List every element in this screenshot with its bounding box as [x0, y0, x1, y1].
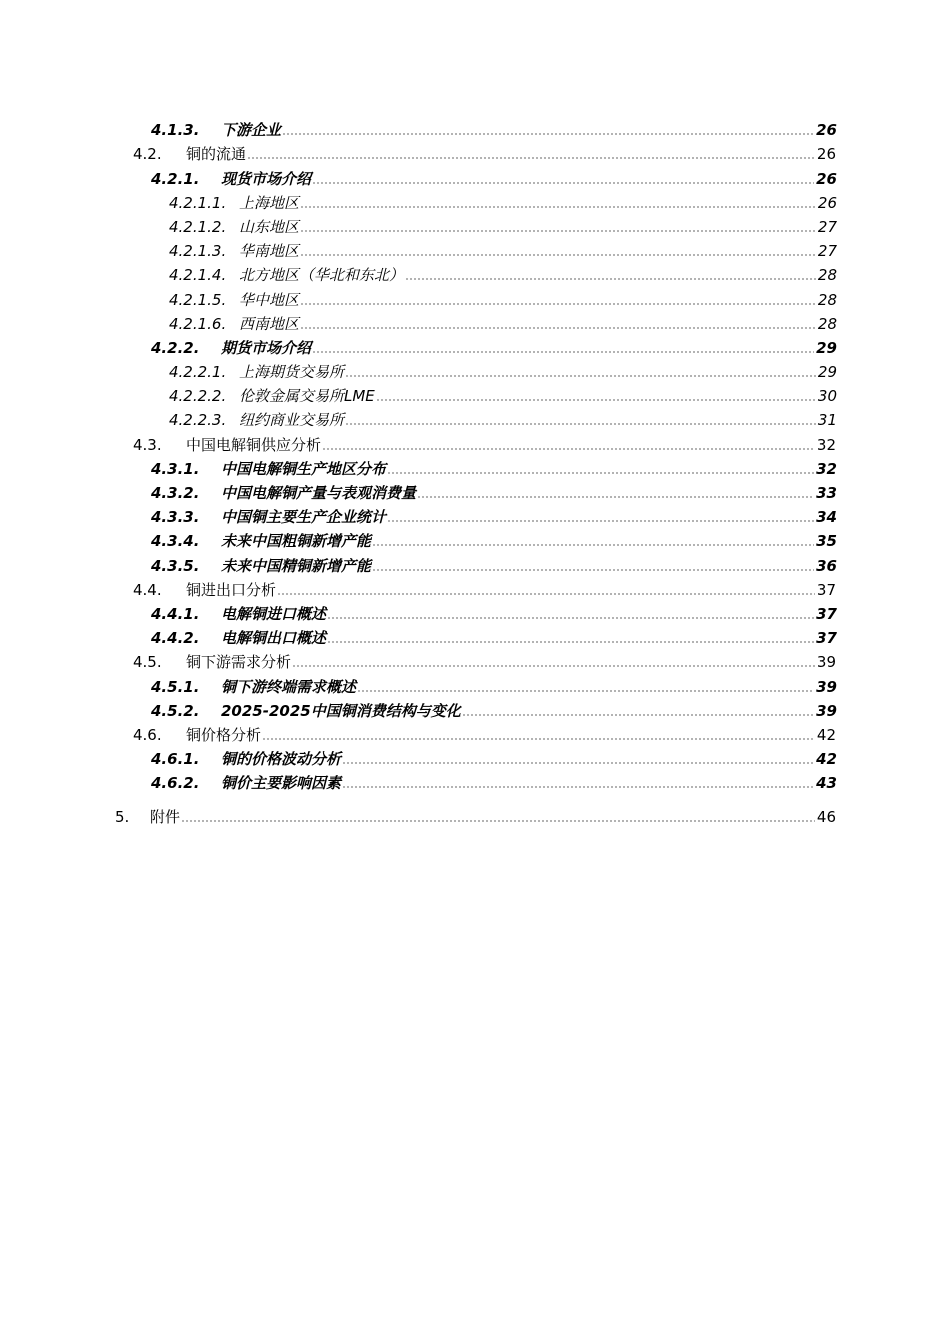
toc-entry-title: 铜价主要影响因素 [221, 774, 342, 793]
toc-entry-page-number: 26 [816, 145, 836, 164]
toc-entry-page-number: 42 [816, 725, 836, 744]
toc-entry-title: 中国电解铜供应分析 [186, 435, 322, 454]
toc-entry-number: 4.2.1.2. [169, 217, 227, 236]
toc-entry-page-number: 26 [816, 169, 837, 188]
toc-entry-number: 4.6. [133, 725, 162, 744]
toc-leader-dots [342, 786, 814, 788]
toc-entry-page-number: 37 [816, 629, 837, 648]
toc-entry-page-number: 28 [817, 314, 837, 333]
toc-entry-page-number: 29 [817, 363, 837, 382]
toc-entry-page-number: 32 [816, 435, 836, 454]
toc-entry-number: 4.3.5. [151, 556, 200, 575]
toc-entry-title: 伦敦金属交易所LME [239, 387, 375, 406]
toc-entry-page-number: 29 [816, 338, 837, 357]
toc-entry-number: 5. [115, 808, 130, 827]
toc-entry[interactable] [0, 768, 837, 792]
toc-entry-number: 4.4. [133, 580, 162, 599]
toc-entry-page-number: 33 [816, 484, 837, 502]
toc-entry-number: 4.2.1.6. [169, 314, 227, 333]
toc-entry-page-number: 28 [817, 290, 837, 309]
toc-entry-number: 4.6.1. [151, 750, 200, 769]
toc-entry-number: 4.5.1. [151, 677, 200, 696]
toc-leader-dots [376, 399, 816, 401]
toc-entry-title: 附件 [150, 808, 181, 827]
toc-entry-number: 4.3.1. [151, 459, 200, 478]
toc-entry-page-number: 27 [817, 217, 837, 236]
toc-entry-title: 上海地区 [239, 193, 300, 212]
toc-leader-dots [327, 641, 814, 643]
toc-entry[interactable] [0, 526, 837, 550]
toc-entry-number: 4.2.1.4. [169, 266, 227, 285]
toc-entry[interactable] [0, 429, 836, 453]
toc-entry-number: 4.3.3. [151, 508, 200, 527]
toc-leader-dots [312, 182, 814, 184]
toc-entry-title: 山东地区 [239, 217, 300, 236]
toc-leader-dots [387, 520, 814, 522]
toc-entry-title: 西南地区 [239, 314, 300, 333]
toc-entry-page-number: 32 [816, 459, 837, 478]
toc-leader-dots [277, 593, 815, 595]
toc-leader-dots [372, 569, 814, 571]
toc-entry[interactable] [0, 309, 837, 333]
toc-entry-title: 电解铜出口概述 [221, 629, 327, 648]
toc-entry-title: 2025-2025中国铜消费结构与变化 [221, 701, 461, 720]
toc-entry-number: 4.2.1.3. [169, 242, 227, 261]
toc-entry-page-number: 31 [817, 411, 837, 430]
toc-entry[interactable] [0, 623, 837, 647]
toc-entry[interactable] [0, 744, 837, 768]
toc-leader-dots [282, 133, 814, 135]
toc-entry-page-number: 28 [817, 266, 837, 285]
toc-entry-number: 4.2.2. [151, 338, 200, 357]
toc-entry[interactable] [0, 671, 837, 695]
toc-entry-page-number: 39 [816, 677, 837, 696]
toc-entry-page-number: 26 [817, 193, 837, 212]
toc-entry[interactable] [0, 188, 837, 212]
toc-entry-page-number: 35 [816, 532, 837, 551]
toc-leader-dots [262, 738, 815, 740]
toc-entry-page-number: 30 [817, 387, 837, 406]
toc-leader-dots [322, 448, 815, 450]
toc-entry-title: 中国铜主要生产企业统计 [221, 508, 387, 527]
toc-entry-page-number: 26 [816, 121, 837, 140]
toc-entry[interactable] [0, 647, 836, 671]
toc-leader-dots [247, 157, 815, 159]
toc-entry-title: 铜进出口分析 [186, 580, 277, 599]
toc-leader-dots [300, 230, 816, 232]
toc-entry-title: 铜的价格波动分析 [221, 750, 342, 769]
toc-leader-dots [372, 544, 814, 546]
toc-entry-title: 纽约商业交易所 [239, 411, 345, 430]
toc-leader-dots [327, 617, 814, 619]
toc-entry-title: 中国电解铜产量与表观消费量 [221, 484, 417, 502]
toc-entry-number: 4.2.2.3. [169, 411, 227, 430]
toc-entry-title: 未来中国粗铜新增产能 [221, 532, 372, 551]
toc-entry-title: 华南地区 [239, 242, 300, 261]
toc-entry-page-number: 37 [816, 604, 837, 623]
toc-leader-dots [417, 496, 814, 498]
toc-leader-dots [181, 820, 815, 822]
toc-entry-title: 电解铜进口概述 [221, 604, 327, 623]
toc-entry-title: 铜价格分析 [186, 725, 262, 744]
toc-entry-number: 4.5.2. [151, 701, 200, 720]
toc-entry-title: 华中地区 [239, 290, 300, 309]
toc-entry-number: 4.3. [133, 435, 162, 454]
toc-entry-page-number: 46 [816, 808, 836, 827]
toc-entry[interactable] [0, 720, 836, 744]
toc-entry-number: 4.2.2.1. [169, 363, 227, 382]
toc-leader-dots [405, 278, 816, 280]
toc-entry[interactable] [0, 502, 837, 526]
toc-leader-dots [345, 375, 816, 377]
toc-entry[interactable] [0, 357, 837, 381]
toc-entry-number: 4.2.1.5. [169, 290, 227, 309]
toc-entry-page-number: 43 [816, 774, 837, 793]
toc-entry[interactable] [0, 550, 837, 574]
toc-leader-dots [300, 206, 816, 208]
toc-entry-number: 4.3.4. [151, 532, 200, 551]
toc-entry[interactable] [0, 139, 836, 163]
toc-entry[interactable] [0, 260, 837, 284]
toc-entry-title: 中国电解铜生产地区分布 [221, 459, 387, 478]
toc-entry[interactable] [0, 333, 837, 357]
toc-entry-number: 4.3.2. [151, 484, 200, 502]
toc-entry[interactable] [0, 599, 837, 623]
toc-entry-title: 上海期货交易所 [239, 363, 345, 382]
toc-leader-dots [292, 665, 815, 667]
toc-entry-title: 北方地区（华北和东北） [239, 266, 405, 285]
toc-entry-page-number: 36 [816, 556, 837, 575]
toc-entry-number: 4.2.1. [151, 169, 200, 188]
toc-entry-title: 铜下游终端需求概述 [221, 677, 357, 696]
toc-entry[interactable] [0, 163, 837, 187]
toc-leader-dots [357, 690, 814, 692]
toc-leader-dots [300, 254, 816, 256]
toc-leader-dots [387, 472, 814, 474]
toc-leader-dots [345, 423, 816, 425]
toc-entry-page-number: 39 [816, 653, 836, 672]
toc-entry-title: 期货市场介绍 [221, 338, 312, 357]
toc-leader-dots [312, 351, 814, 353]
toc-entry[interactable] [0, 575, 836, 599]
toc-entry[interactable] [0, 478, 837, 502]
toc-entry[interactable] [0, 381, 837, 405]
toc-entry[interactable] [0, 284, 837, 308]
toc-entry-page-number: 27 [817, 242, 837, 261]
table-of-contents [0, 115, 950, 826]
toc-entry[interactable] [0, 802, 836, 826]
toc-entry-number: 4.1.3. [151, 121, 200, 140]
toc-leader-dots [342, 762, 814, 764]
toc-entry-number: 4.2. [133, 145, 162, 164]
toc-leader-dots [300, 327, 816, 329]
toc-entry-page-number: 34 [816, 508, 837, 527]
toc-entry-page-number: 42 [816, 750, 837, 769]
toc-leader-dots [300, 303, 816, 305]
toc-entry-number: 4.4.2. [151, 629, 200, 648]
toc-entry-title: 现货市场介绍 [221, 169, 312, 188]
toc-entry-number: 4.2.1.1. [169, 193, 227, 212]
toc-entry-number: 4.2.2.2. [169, 387, 227, 406]
toc-entry-number: 4.4.1. [151, 604, 200, 623]
toc-entry-number: 4.6.2. [151, 774, 200, 793]
toc-entry-title: 未来中国精铜新增产能 [221, 556, 372, 575]
toc-entry[interactable] [0, 236, 837, 260]
toc-entry[interactable] [0, 115, 837, 139]
toc-entry[interactable] [0, 212, 837, 236]
toc-leader-dots [462, 714, 814, 716]
toc-entry[interactable] [0, 454, 837, 478]
toc-entry-page-number: 39 [816, 701, 837, 720]
toc-entry-number: 4.5. [133, 653, 162, 672]
toc-entry-title: 铜下游需求分析 [186, 653, 292, 672]
toc-entry[interactable] [0, 405, 837, 429]
toc-entry-page-number: 37 [816, 580, 836, 599]
toc-entry-title: 铜的流通 [186, 145, 247, 164]
toc-entry[interactable] [0, 696, 837, 720]
toc-entry-title: 下游企业 [221, 121, 282, 140]
